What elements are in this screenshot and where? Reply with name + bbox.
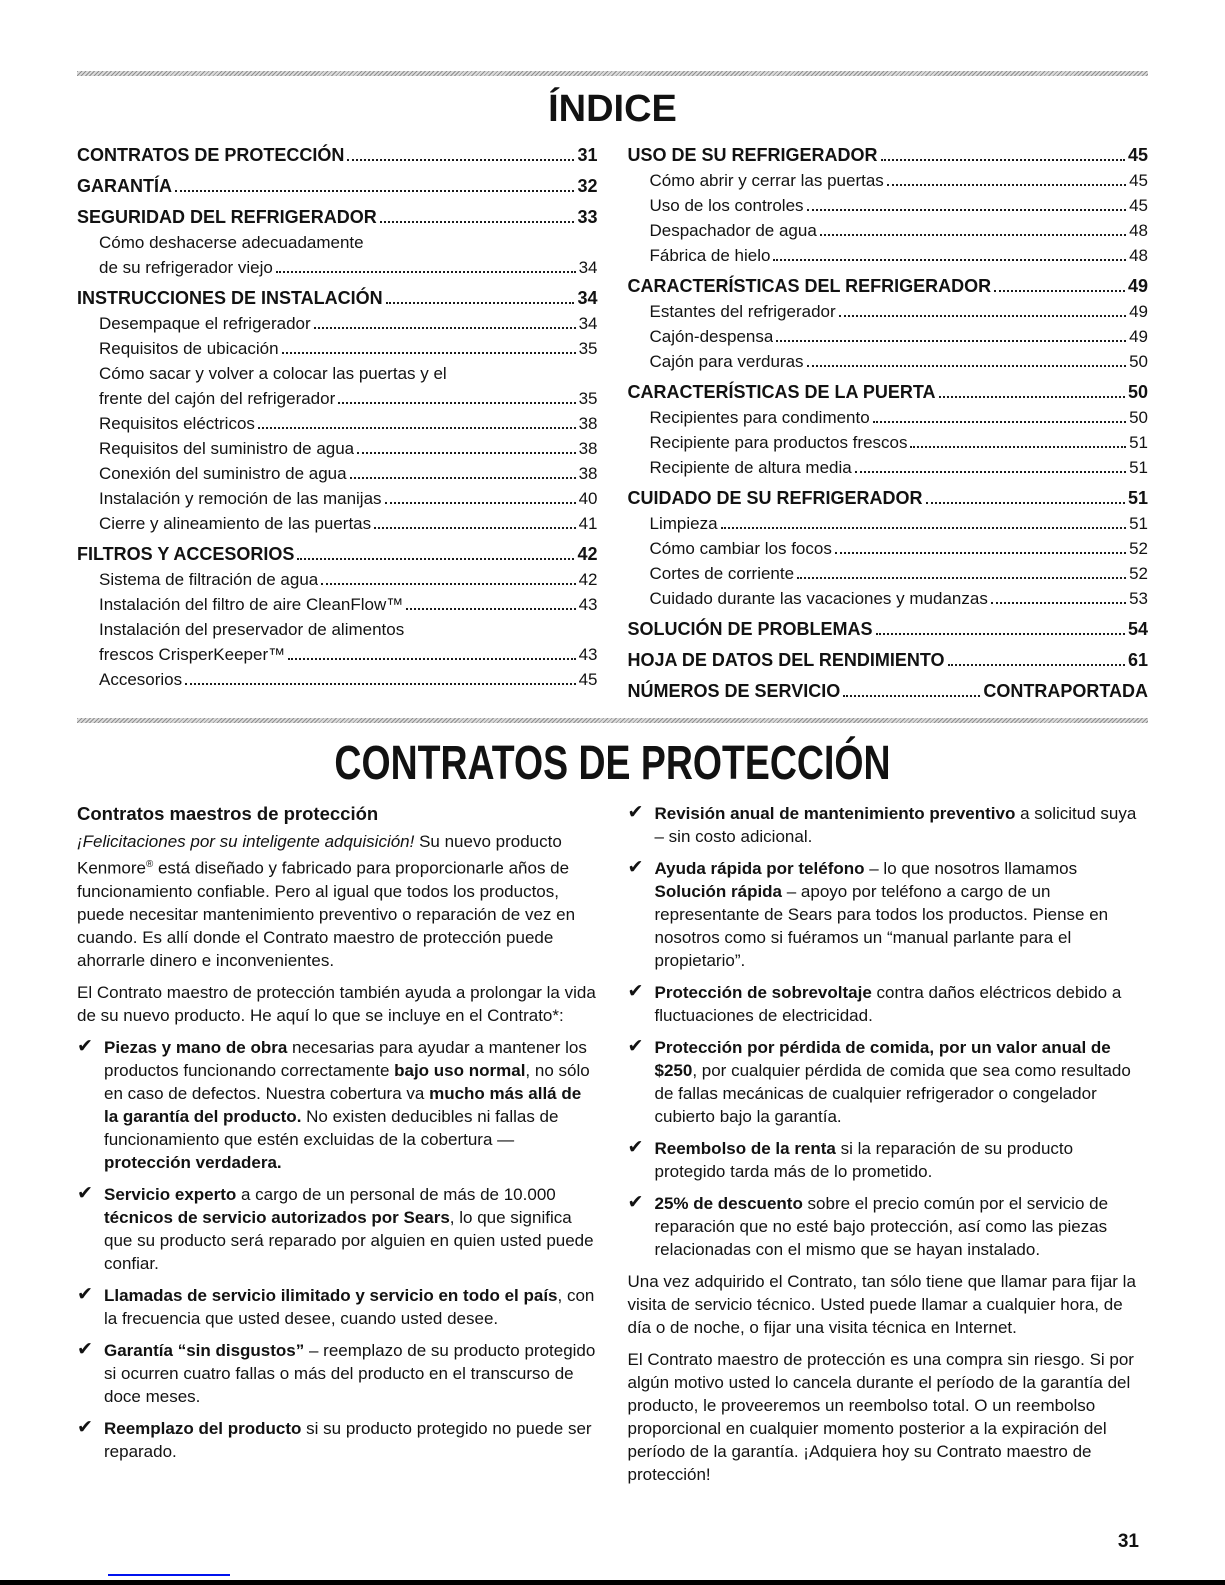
- leader-dots: [807, 209, 1127, 211]
- leader-dots: [380, 221, 575, 223]
- toc-page-number: 45: [1129, 196, 1148, 215]
- text-run: , por cualquier pérdida de comida que sea como resultado de fallas mecánicas de cualquier refrigerador o congelador cubierto bajo la garantía.: [654, 1061, 1131, 1126]
- toc-page-number: 51: [1127, 488, 1148, 508]
- check-icon: ✔: [77, 1034, 93, 1057]
- toc-entry: [77, 230, 598, 280]
- toc-page-number: 38: [578, 439, 598, 458]
- toc-entry-label: Cierre y alineamiento de las puertas: [99, 514, 372, 533]
- text-run: Llamadas de servicio ilimitado y servicio en todo el país: [104, 1285, 558, 1305]
- toc-entry-label: GARANTÍA: [77, 176, 172, 196]
- toc-page-number: 33: [577, 207, 598, 227]
- toc-page-number: 49: [1127, 276, 1148, 296]
- text-run: protección verdadera.: [104, 1152, 282, 1172]
- leader-dots: [347, 159, 574, 161]
- leader-dots: [338, 402, 575, 404]
- toc-entry-row: [77, 205, 598, 230]
- paragraph: [77, 830, 598, 972]
- toc-page-number: 38: [578, 414, 598, 433]
- toc-entry-row: [650, 561, 1149, 586]
- toc-entry-row: [99, 511, 598, 536]
- leader-dots: [926, 502, 1125, 504]
- bullet-item: [628, 981, 1149, 1027]
- toc-entry: [628, 430, 1149, 455]
- toc-entry: [77, 592, 598, 617]
- toc-entry-label: CARACTERÍSTICAS DEL REFRIGERADOR: [627, 276, 992, 296]
- bullet-item: [77, 1417, 598, 1463]
- leader-dots: [721, 527, 1127, 529]
- toc-entry-row: [77, 286, 598, 311]
- toc-entry-label: Limpieza: [649, 514, 718, 533]
- toc-entry-row: [650, 324, 1149, 349]
- toc-entry: [77, 486, 598, 511]
- check-icon: ✔: [77, 1181, 93, 1204]
- toc-entry: [628, 455, 1149, 480]
- toc-entry-label: SEGURIDAD DEL REFRIGERADOR: [77, 207, 377, 227]
- toc-entry-label: CONTRATOS DE PROTECCIÓN: [77, 145, 345, 165]
- toc-entry-label: Estantes del refrigerador: [649, 302, 836, 321]
- toc-entry-label: Fábrica de hielo: [649, 246, 771, 265]
- text-run: , lo que significa que su producto será reparado por alguien en quien usted puede confiar.: [104, 1207, 594, 1273]
- toc-page-number: 50: [1129, 408, 1148, 427]
- bullet-item: [77, 1284, 598, 1330]
- toc-entry: [77, 461, 598, 486]
- toc-page-number: 52: [1129, 564, 1148, 583]
- text-run: Reemplazo del producto: [104, 1418, 302, 1438]
- leader-dots: [948, 664, 1125, 666]
- toc-page-number: 48: [1129, 221, 1148, 240]
- text-run: contra daños eléctricos debido a fluctuaciones de electricidad.: [654, 983, 1122, 1025]
- toc-entry-label: Cómo cambiar los focos: [649, 539, 832, 558]
- toc-entry-row: [650, 536, 1149, 561]
- bullet-item: [628, 1036, 1149, 1128]
- text-run: si la reparación de su producto protegido tarda más de lo prometido.: [654, 1139, 1074, 1181]
- toc-entry-row: [99, 486, 598, 511]
- toc-entry-row: [628, 648, 1149, 673]
- toc-entry-label: USO DE SU REFRIGERADOR: [627, 145, 878, 165]
- toc-entry-label: Recipiente de altura media: [649, 458, 852, 477]
- text-run: Protección de sobrevoltaje: [654, 983, 872, 1002]
- section-body: [77, 802, 1148, 1495]
- toc-entry-row: [650, 299, 1149, 324]
- toc-column-right: [628, 143, 1149, 704]
- toc-entry-row: [650, 430, 1149, 455]
- toc-entry-row: [628, 274, 1149, 299]
- text-run: a solicitud suya – sin costo adicional.: [654, 804, 1137, 846]
- toc-entry-label: Cómo abrir y cerrar las puertas: [649, 171, 884, 190]
- toc-entry-row: [99, 311, 598, 336]
- toc-entry-row: [99, 667, 598, 692]
- toc-entry-row: [628, 486, 1149, 511]
- toc-entry-row: [99, 567, 598, 592]
- text-run: Contratos maestros de protección: [77, 803, 379, 824]
- paragraph: [628, 1348, 1149, 1486]
- text-run: No existen deducibles ni fallas de funcionamiento que estén excluidas de la cobertura —: [104, 1106, 559, 1149]
- toc-entry-label: frente del cajón del refrigerador: [99, 389, 336, 408]
- toc-entry-row: [99, 336, 598, 361]
- text-run: sobre el precio común por el servicio de reparación que no esté bajo protección, así como las piezas relacionadas con el mismo que se hayan instalado.: [654, 1194, 1109, 1259]
- leader-dots: [357, 452, 575, 454]
- toc-entry-label: Cajón para verduras: [649, 352, 804, 371]
- toc-entry-label: de su refrigerador viejo: [99, 258, 273, 277]
- toc-entry-row: [99, 436, 598, 461]
- leader-dots: [820, 234, 1126, 236]
- toc-entry-row: [650, 243, 1149, 268]
- toc-page-number: CONTRAPORTADA: [983, 681, 1148, 701]
- toc-entry-row: [650, 218, 1149, 243]
- toc-page-number: 32: [577, 176, 598, 196]
- toc-page-number: 38: [578, 464, 598, 483]
- toc-entry: [628, 168, 1149, 193]
- toc-page-number: 35: [578, 389, 598, 408]
- toc-entry-label: Cómo deshacerse adecuadamente: [99, 233, 364, 252]
- toc-entry: [628, 511, 1149, 536]
- toc-page-number: 42: [577, 544, 598, 564]
- toc-entry: [628, 648, 1149, 673]
- text-run: Protección por pérdida de comida, por un valor anual de $250: [654, 1038, 1111, 1080]
- text-run: Reembolso de la renta: [654, 1139, 836, 1158]
- toc-entry-label: Cómo sacar y volver a colocar las puertas y el: [99, 364, 447, 383]
- text-run: Solución rápida: [654, 882, 783, 901]
- toc-entry-row: [628, 679, 1149, 704]
- toc-entry-row: [650, 511, 1149, 536]
- toc-page-number: 34: [578, 258, 598, 277]
- text-run: si su producto protegido no puede ser reparado.: [104, 1418, 592, 1461]
- toc-entry-label: Conexión del suministro de agua: [99, 464, 347, 483]
- leader-dots: [374, 527, 575, 529]
- text-run: – reemplazo de su producto protegido si ocurren cuatro fallas o más del producto en el transcurso de doce meses.: [104, 1340, 596, 1406]
- toc-entry: [628, 405, 1149, 430]
- text-run: Su nuevo producto Kenmore: [77, 832, 562, 878]
- footer-link-underline[interactable]: [108, 1574, 230, 1576]
- check-icon: ✔: [77, 1282, 93, 1305]
- text-run: Revisión anual de mantenimiento preventivo: [654, 804, 1016, 823]
- toc-entry: [628, 617, 1149, 642]
- toc-entry: [628, 679, 1149, 704]
- leader-dots: [406, 608, 575, 610]
- toc-entry-label: Requisitos del suministro de agua: [99, 439, 355, 458]
- page-content: [0, 71, 1225, 1495]
- leader-dots: [175, 190, 574, 192]
- body-column-left: [77, 802, 598, 1495]
- toc-entry-row: [99, 592, 598, 617]
- toc-entry-row: [628, 143, 1149, 168]
- toc-entry: [628, 299, 1149, 324]
- toc-entry: [628, 143, 1149, 168]
- toc-page-number: 51: [1129, 458, 1148, 477]
- toc-entry-row: [628, 617, 1149, 642]
- toc-entry: [77, 542, 598, 567]
- check-icon: ✔: [627, 856, 644, 878]
- section-divider: [77, 718, 1148, 723]
- toc-entry: [77, 361, 598, 411]
- text-run: está diseñado y fabricado para proporcionarle años de funcionamiento confiable. Pero al igual que todos los productos, puede necesitar mantenimiento preventivo o reparación de vez en cuando. Es allí donde el Contrato maestro de protección puede ahorrarle dinero e inconvenientes.: [77, 858, 576, 970]
- toc-page-number: 50: [1127, 382, 1148, 402]
- toc-entry: [77, 511, 598, 536]
- text-run: , con la frecuencia que usted desee, cuando usted desee.: [104, 1285, 595, 1328]
- leader-dots: [797, 577, 1126, 579]
- toc-page-number: 31: [577, 145, 598, 165]
- toc-entry: [77, 617, 598, 667]
- toc-entry-row: [99, 386, 598, 411]
- bullet-item: [77, 1339, 598, 1408]
- toc-entry-label: Desempaque el refrigerador: [99, 314, 311, 333]
- text-run: necesarias para ayudar a mantener los productos funcionando correctamente: [104, 1037, 587, 1080]
- toc-entry-label: Cortes de corriente: [649, 564, 795, 583]
- leader-dots: [939, 396, 1125, 398]
- toc-entry: [77, 567, 598, 592]
- toc-entry: [628, 243, 1149, 268]
- leader-dots: [910, 446, 1126, 448]
- section-title-text: CONTRATOS DE PROTECCIÓN: [334, 737, 891, 790]
- toc-entry: [77, 411, 598, 436]
- toc-page-number: 43: [578, 645, 598, 664]
- toc-page-number: 45: [1129, 171, 1148, 190]
- toc-entry-label: Requisitos de ubicación: [99, 339, 279, 358]
- toc-entry-row: [99, 461, 598, 486]
- leader-dots: [776, 340, 1126, 342]
- toc-entry-label: NÚMEROS DE SERVICIO: [627, 681, 841, 701]
- toc-entry-row: [650, 455, 1149, 480]
- leader-dots: [258, 427, 576, 429]
- toc-entry-label: CUIDADO DE SU REFRIGERADOR: [627, 488, 923, 508]
- leader-dots: [773, 259, 1126, 261]
- toc-entry-label: frescos CrisperKeeper™: [99, 645, 286, 664]
- toc-entry-row: [650, 193, 1149, 218]
- leader-dots: [876, 633, 1125, 635]
- check-icon: ✔: [627, 1191, 644, 1213]
- toc-entry: [628, 561, 1149, 586]
- check-icon: ✔: [627, 801, 644, 823]
- bullet-item: [628, 1137, 1149, 1183]
- leader-dots: [288, 658, 575, 660]
- toc-entry-label: Instalación del preservador de alimentos: [99, 620, 405, 639]
- bullet-item: [628, 802, 1149, 848]
- leader-dots: [350, 477, 576, 479]
- toc-entry-row: [77, 542, 598, 567]
- toc-entry-row: [650, 586, 1149, 611]
- toc-entry: [628, 380, 1149, 405]
- toc-entry-label: Accesorios: [99, 670, 183, 689]
- leader-dots: [297, 558, 574, 560]
- toc-entry: [77, 286, 598, 311]
- toc-entry-label: CARACTERÍSTICAS DE LA PUERTA: [627, 382, 936, 402]
- toc-entry-label: INSTRUCCIONES DE INSTALACIÓN: [77, 288, 383, 308]
- body-column-right: [628, 802, 1149, 1495]
- toc-column-left: [77, 143, 598, 704]
- bullet-item: [628, 1192, 1149, 1261]
- bullet-item: [77, 1183, 598, 1275]
- page-number: 31: [1117, 1531, 1139, 1552]
- toc-page-number: 51: [1129, 433, 1148, 452]
- text-run: bajo uso normal: [394, 1060, 526, 1080]
- toc-entry-row: [99, 411, 598, 436]
- leader-dots: [881, 159, 1125, 161]
- toc-page-number: 42: [578, 570, 598, 589]
- text-run: técnicos de servicio autorizados por Sears: [104, 1207, 450, 1227]
- text-run: Servicio experto: [104, 1184, 237, 1204]
- toc-entry-label: Despachador de agua: [649, 221, 817, 240]
- toc-entry: [77, 311, 598, 336]
- toc-entry-row: [99, 255, 598, 280]
- toc-page-number: 41: [578, 514, 598, 533]
- toc-entry: [628, 324, 1149, 349]
- leader-dots: [843, 695, 980, 697]
- toc-page-number: 52: [1129, 539, 1148, 558]
- toc-entry-label: Uso de los controles: [649, 196, 804, 215]
- toc-entry: [77, 336, 598, 361]
- text-run: – lo que nosotros llamamos: [864, 859, 1078, 878]
- toc-entry-row: [650, 168, 1149, 193]
- toc-page-number: 45: [578, 670, 598, 689]
- toc-page-number: 34: [578, 314, 598, 333]
- toc-entry-row: [628, 380, 1149, 405]
- toc-page-number: 48: [1129, 246, 1148, 265]
- toc-entry: [628, 536, 1149, 561]
- toc-entry: [77, 667, 598, 692]
- toc-entry-label: Instalación y remoción de las manijas: [99, 489, 382, 508]
- toc-entry: [628, 193, 1149, 218]
- toc-title: ÍNDICE: [548, 88, 677, 130]
- toc-entry-label: Sistema de filtración de agua: [99, 570, 319, 589]
- text-run: – apoyo por teléfono a cargo de un representante de Sears para todos los productos. Piense en nosotros como si fuéramos un “manual parlante para el propietario”.: [654, 882, 1109, 970]
- leader-dots: [386, 302, 575, 304]
- toc-entry-row: [77, 174, 598, 199]
- leader-dots: [887, 184, 1126, 186]
- leader-dots: [314, 327, 576, 329]
- check-icon: ✔: [627, 980, 644, 1002]
- leader-dots: [873, 421, 1126, 423]
- leader-dots: [839, 315, 1126, 317]
- leader-dots: [385, 502, 576, 504]
- leader-dots: [855, 471, 1126, 473]
- toc-page-number: 49: [1129, 327, 1148, 346]
- leader-dots: [321, 583, 575, 585]
- toc-entry: [77, 436, 598, 461]
- text-run: Garantía “sin disgustos”: [104, 1340, 305, 1360]
- toc-page-number: 49: [1129, 302, 1148, 321]
- toc-page-number: 51: [1129, 514, 1148, 533]
- toc-page-number: 35: [578, 339, 598, 358]
- bullet-item: [77, 1036, 598, 1174]
- toc-entry-row: [99, 642, 598, 667]
- toc-entry: [77, 174, 598, 199]
- text-run: Una vez adquirido el Contrato, tan sólo tiene que llamar para fijar la visita de servicio técnico. Usted puede llamar a cualquier hora, de día o de noche, o fijar una visita técnica en Internet.: [627, 1272, 1136, 1337]
- toc-page-number: 61: [1127, 650, 1148, 670]
- toc-page-number: 43: [578, 595, 598, 614]
- top-divider: [77, 71, 1148, 76]
- leader-dots: [994, 290, 1125, 292]
- toc-page-number: 50: [1129, 352, 1148, 371]
- leader-dots: [807, 365, 1127, 367]
- leader-dots: [276, 271, 576, 273]
- text-run: ¡Felicitaciones por su inteligente adquisición!: [77, 832, 415, 851]
- paragraph: [628, 1270, 1149, 1339]
- toc-entry-label: Recipiente para productos frescos: [649, 433, 908, 452]
- toc-entry: [77, 143, 598, 168]
- text-run: El Contrato maestro de protección es una compra sin riesgo. Si por algún motivo usted lo cancela durante el período de la garantía del producto, le proveeremos un reembolso total. O un reembolso proporcional en cualquier momento posterior a la expiración del período de la garantía. ¡Adquiera hoy su Contrato maestro de protección!: [627, 1350, 1134, 1484]
- check-icon: ✔: [627, 1035, 644, 1057]
- toc-entry: [628, 586, 1149, 611]
- toc-entry-label: SOLUCIÓN DE PROBLEMAS: [627, 619, 873, 639]
- toc-page-number: 54: [1127, 619, 1148, 639]
- check-icon: ✔: [77, 1415, 93, 1438]
- text-run: , no sólo en caso de defectos. Nuestra cobertura va: [104, 1060, 590, 1103]
- leader-dots: [835, 552, 1126, 554]
- scan-edge-bar: [0, 1580, 1225, 1585]
- text-run: a cargo de un personal de más de 10.000: [236, 1184, 556, 1204]
- column-heading: [77, 802, 598, 825]
- paragraph: [77, 981, 598, 1027]
- leader-dots: [282, 352, 576, 354]
- toc-entry-label: Requisitos eléctricos: [99, 414, 255, 433]
- toc-entry: [628, 218, 1149, 243]
- text-run: Piezas y mano de obra: [104, 1037, 288, 1057]
- toc-entry-label: Instalación del filtro de aire CleanFlow™: [99, 595, 404, 614]
- toc-entry-label: Cajón-despensa: [649, 327, 774, 346]
- leader-dots: [991, 602, 1126, 604]
- toc-page-number: 53: [1129, 589, 1148, 608]
- toc-entry-label: Recipientes para condimento: [649, 408, 870, 427]
- toc-page-number: 45: [1127, 145, 1148, 165]
- toc-entry-row: [650, 405, 1149, 430]
- check-icon: ✔: [77, 1337, 93, 1360]
- bullet-item: [628, 857, 1149, 972]
- text-run: mucho más allá de la garantía del producto.: [104, 1083, 582, 1126]
- toc-entry-row: [77, 143, 598, 168]
- text-run: Ayuda rápida por teléfono: [654, 859, 865, 878]
- check-icon: ✔: [627, 1136, 644, 1158]
- leader-dots: [185, 683, 575, 685]
- toc-entry: [628, 486, 1149, 511]
- toc-entry: [77, 205, 598, 230]
- text-run: El Contrato maestro de protección también ayuda a prolongar la vida de su nuevo producto. He aquí lo que se incluye en el Contrato*:: [77, 982, 596, 1025]
- toc-entry-label: Cuidado durante las vacaciones y mudanzas: [649, 589, 988, 608]
- text-run: ®: [145, 859, 154, 870]
- toc-entry: [628, 274, 1149, 299]
- text-run: 25% de descuento: [654, 1194, 803, 1213]
- toc-entry-row: [650, 349, 1149, 374]
- toc-page-number: 40: [578, 489, 598, 508]
- toc-entry: [628, 349, 1149, 374]
- toc-entry-label: FILTROS Y ACCESORIOS: [77, 544, 295, 564]
- toc-page-number: 34: [577, 288, 598, 308]
- section-title: [77, 738, 1148, 790]
- toc-entry-label: HOJA DE DATOS DEL RENDIMIENTO: [627, 650, 945, 670]
- table-of-contents: [77, 143, 1148, 704]
